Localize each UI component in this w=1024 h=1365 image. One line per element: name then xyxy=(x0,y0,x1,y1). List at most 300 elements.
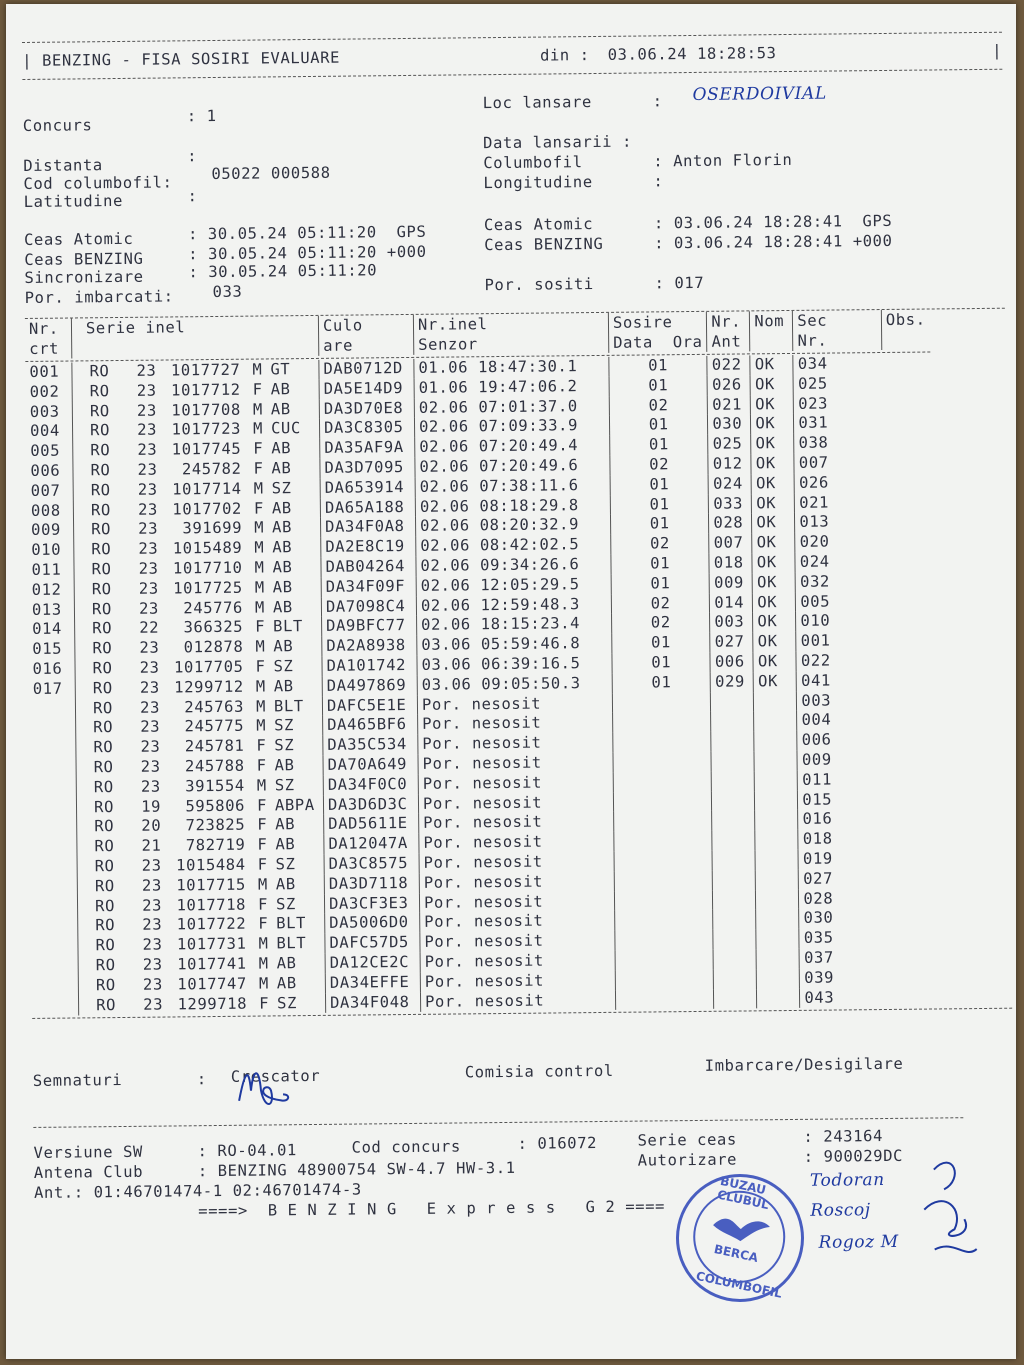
cell-nr-crt xyxy=(32,996,79,1016)
cell-country: RO xyxy=(95,955,116,975)
cell-nom: 024 xyxy=(708,474,751,494)
cell-culoare: SZ xyxy=(273,993,326,1013)
crescator-label: Crescator xyxy=(230,1067,321,1087)
cell-culoare: BLT xyxy=(272,934,325,954)
cell-culoare: GT xyxy=(266,360,319,380)
cell-nr-crt xyxy=(30,798,77,818)
cell-sosire: Por. nesosit xyxy=(418,773,613,795)
cell-ring-number: 245776 xyxy=(183,598,244,617)
ceas-benzing-end-label: Ceas BENZING xyxy=(484,234,604,255)
cell-sosire: 02.06 07:09:33.9 xyxy=(414,416,609,438)
cell-ring-number: 1017712 xyxy=(171,380,241,400)
cell-nr-crt xyxy=(31,877,78,897)
cell-sosire: Por. nesosit xyxy=(419,872,614,894)
cell-year: 23 xyxy=(140,698,161,717)
cell-country: RO xyxy=(91,579,112,599)
cell-nom xyxy=(712,771,755,791)
cell-nr-crt xyxy=(31,937,78,957)
ceas-atomic-start-value: : 30.05.24 05:11:20 GPS xyxy=(187,222,427,244)
cell-antena: 01 xyxy=(610,475,709,496)
cell-nom: 029 xyxy=(711,672,754,692)
ceas-atomic-end-value: : 03.06.24 18:28:41 GPS xyxy=(653,211,893,233)
cell-antena: 01 xyxy=(612,673,711,694)
cell-ring-number: 1017710 xyxy=(172,558,243,578)
cell-senzor: DA9BFC77 xyxy=(322,616,417,637)
cell-ring-number: 1015489 xyxy=(172,538,243,558)
cell-country: RO xyxy=(92,698,114,717)
cell-year: 23 xyxy=(142,955,163,974)
cell-antena: 02 xyxy=(612,613,711,634)
cell-country: RO xyxy=(94,856,115,876)
cell-antena: 01 xyxy=(610,435,709,456)
cell-nr-crt: 008 xyxy=(27,501,74,521)
cell-obs: 019 xyxy=(802,849,833,868)
cell-country: RO xyxy=(90,500,111,519)
cell-ring-number: 1017705 xyxy=(173,657,244,677)
cell-year: 23 xyxy=(140,777,161,796)
handwritten-name-1: Todoran xyxy=(809,1170,885,1192)
header-serie-inel: Serie inel xyxy=(71,316,318,359)
cell-culoare: BLT xyxy=(272,914,325,934)
cell-antena xyxy=(613,772,712,793)
cell-culoare: SZ xyxy=(272,894,325,914)
cell-year: 23 xyxy=(137,500,158,519)
cell-antena xyxy=(614,851,713,872)
cell-nom: 006 xyxy=(710,652,753,672)
cell-sex: M xyxy=(255,697,267,716)
cell-sex: M xyxy=(254,518,265,537)
cell-sec-nr xyxy=(754,731,797,751)
cell-antena xyxy=(612,692,711,713)
cell-country: RO xyxy=(93,777,114,797)
cell-year: 23 xyxy=(140,737,161,756)
printout-sheet xyxy=(6,4,1016,1359)
cell-sex: F xyxy=(255,657,266,676)
cell-ring-number: 1017723 xyxy=(171,420,242,439)
cell-senzor: DA2E8C19 xyxy=(321,537,416,558)
loc-handwritten: OSERDOIVIAL xyxy=(692,83,827,105)
cell-year: 19 xyxy=(141,797,162,816)
cell-senzor: DAD5611E xyxy=(324,814,419,835)
cell-sosire: 02.06 08:18:29.8 xyxy=(415,495,610,517)
cell-year: 23 xyxy=(136,381,157,400)
cell-senzor: DA34F0A8 xyxy=(321,517,416,538)
crescator-signature xyxy=(231,1060,302,1117)
cell-obs: 001 xyxy=(800,631,831,651)
cell-obs: 018 xyxy=(802,829,833,848)
cell-sosire: Por. nesosit xyxy=(420,931,615,953)
cell-ring-number: 1017722 xyxy=(176,915,247,934)
cell-sex: M xyxy=(253,479,264,498)
cell-obs: 028 xyxy=(803,889,834,908)
cell-antena: 01 xyxy=(609,356,708,377)
cell-sec-nr: OK xyxy=(753,612,796,632)
cell-senzor: DA12CE2C xyxy=(325,953,420,974)
cell-sex: M xyxy=(258,934,269,953)
autorizare-label: Autorizare xyxy=(637,1150,738,1170)
cell-year: 23 xyxy=(139,658,160,677)
cell-sosire: Por. nesosit xyxy=(420,951,615,973)
cell-ring-number: 1017731 xyxy=(176,934,247,954)
cell-nr-crt: 016 xyxy=(28,659,75,679)
cell-antena xyxy=(613,791,712,812)
cell-nr-crt xyxy=(31,857,78,877)
cell-sosire: 02.06 18:15:23.4 xyxy=(417,614,612,636)
imbarcare-label: Imbarcare/Desigilare xyxy=(704,1055,904,1076)
cell-country: RO xyxy=(91,540,112,559)
cell-sex: M xyxy=(252,360,263,379)
cell-senzor: DA35AF9A xyxy=(320,438,415,459)
cell-antena: 01 xyxy=(612,633,711,654)
cell-country: RO xyxy=(94,837,115,856)
cell-sec-nr xyxy=(757,969,800,989)
cell-sec-nr: OK xyxy=(751,395,794,415)
cell-nr-crt: 013 xyxy=(28,600,75,620)
cell-obs: 011 xyxy=(802,770,833,789)
cell-senzor: DA3D7095 xyxy=(320,458,415,479)
cell-culoare: SZ xyxy=(270,736,323,756)
cell-culoare: ABPA xyxy=(271,795,324,815)
cell-culoare: AB xyxy=(271,835,324,855)
cell-sosire: Por. nesosit xyxy=(420,971,615,993)
cell-ring-number: 245782 xyxy=(181,459,242,479)
cell-sex: F xyxy=(252,380,263,399)
cell-ring-number: 245788 xyxy=(184,756,245,776)
cell-senzor: DA7098C4 xyxy=(321,596,416,617)
ceas-benzing-end-value: : 03.06.24 18:28:41 +000 xyxy=(654,231,893,253)
cell-year: 20 xyxy=(141,816,162,836)
cell-nr-crt xyxy=(30,758,77,778)
cell-ring-number: 1017725 xyxy=(173,578,243,598)
cell-country: RO xyxy=(91,560,112,579)
cell-country: RO xyxy=(90,480,111,500)
cell-year: 23 xyxy=(141,856,162,875)
cell-sec-nr xyxy=(754,711,797,731)
cell-obs: 032 xyxy=(799,572,830,591)
cell-senzor: DA34F0C0 xyxy=(323,775,418,796)
cell-ring-number: 391699 xyxy=(182,519,243,538)
cell-sosire: 03.06 05:59:46.8 xyxy=(417,634,612,656)
cell-obs: 013 xyxy=(799,512,830,532)
header-nom: Nom xyxy=(750,311,793,351)
title-row: | BENZING - FISA SOSIRI EVALUARE din : 03.06.24 18:28:53 | xyxy=(22,41,1003,70)
cell-sex: F xyxy=(256,736,267,755)
cell-year: 23 xyxy=(142,975,163,994)
cell-antena xyxy=(613,712,712,733)
ceas-benzing-start-value: : 30.05.24 05:11:20 +000 xyxy=(188,242,427,264)
header-sec-nr: Sec Nr. xyxy=(793,310,882,351)
columbofil-label: Columbofil xyxy=(483,153,583,173)
cell-senzor: DA35C534 xyxy=(323,735,418,756)
cell-sosire: Por. nesosit xyxy=(419,852,614,874)
cell-nr-crt xyxy=(31,917,78,937)
serie-ceas-label: Serie ceas xyxy=(637,1130,737,1150)
cell-obs: 016 xyxy=(802,809,833,829)
cell-ring-number: 1017718 xyxy=(176,895,247,914)
cell-nom: 014 xyxy=(710,593,753,613)
cell-obs: 003 xyxy=(801,691,832,710)
cell-sec-nr xyxy=(756,870,799,890)
cell-obs: 039 xyxy=(804,968,835,987)
cell-nr-crt: 010 xyxy=(27,541,74,561)
cell-ring-number: 595806 xyxy=(185,796,246,815)
info-block: Concurs : 1 Loc lansare : OSERDOIVIAL Data lansarii : Distanta : Cod columbofil: 05022 000588 Columbofil : Anton Florin Latitudine : Longitudine : Ceas Atomic : 30.05.24 05:11:20 GPS Ceas Atomic : 03.06.24 18:28:41 GPS Ceas BENZING : 30.05.24 05:11:20 +000 Ceas BENZING : 03.06.24 18:28:41 +000 Sincronizare : 30.05.24 05:11:20 Por. imbarcati: 033 Por. sositi : 017 xyxy=(22,83,893,307)
versiune-value: : RO-04.01 xyxy=(197,1141,298,1161)
cell-obs: 006 xyxy=(801,730,832,750)
cell-culoare: AB xyxy=(273,954,326,974)
cell-country: RO xyxy=(93,738,114,757)
cell-senzor: DA101742 xyxy=(322,656,417,677)
cell-sec-nr xyxy=(755,771,798,791)
cell-sex: F xyxy=(256,796,268,815)
sositi-label: Por. sositi xyxy=(484,275,594,295)
cell-nom xyxy=(713,949,756,969)
cell-sosire: 02.06 08:20:32.9 xyxy=(415,515,610,537)
cell-nom xyxy=(712,830,755,850)
cell-sex: M xyxy=(254,538,265,557)
cell-sex: F xyxy=(258,894,269,914)
cell-culoare: BLT xyxy=(270,696,323,716)
cell-antena xyxy=(615,950,714,971)
cell-culoare: AB xyxy=(270,756,323,776)
cell-obs: 020 xyxy=(799,532,830,552)
handwritten-name-2: Roscoj xyxy=(810,1200,871,1222)
cell-country: RO xyxy=(95,916,116,935)
cell-country: RO xyxy=(89,381,110,401)
cell-antena xyxy=(615,910,714,931)
cell-year: 23 xyxy=(138,599,160,618)
cell-country: RO xyxy=(92,619,113,638)
cell-culoare: AB xyxy=(267,380,320,400)
cell-culoare: AB xyxy=(269,637,322,657)
printout-content xyxy=(22,32,1015,1279)
benzing-express-line: ====> B E N Z I N G E x p r e s s G 2 ==== xyxy=(198,1197,666,1221)
cell-ring-number: 245781 xyxy=(184,736,245,756)
cell-year: 23 xyxy=(136,361,157,380)
cell-nr-crt: 004 xyxy=(26,422,73,442)
cell-year: 23 xyxy=(142,896,163,915)
cell-nom xyxy=(714,989,757,1009)
cell-ring-number: 391554 xyxy=(185,776,245,796)
cell-year: 23 xyxy=(140,717,161,737)
longitudine-value: : xyxy=(653,172,664,191)
cell-year: 23 xyxy=(136,401,157,420)
cell-ring-number: 782719 xyxy=(185,835,246,855)
commission-signatures xyxy=(914,1149,985,1270)
sincronizare-value: : 30.05.24 05:11:20 xyxy=(188,261,378,282)
cell-country: RO xyxy=(93,758,114,777)
cell-nr-crt: 017 xyxy=(29,679,76,699)
cell-nr-crt: 001 xyxy=(25,362,72,382)
cell-country: RO xyxy=(90,441,111,460)
cell-nr-crt: 003 xyxy=(26,402,73,422)
cell-culoare: AB xyxy=(268,558,321,578)
cell-sec-nr: OK xyxy=(753,652,796,672)
cell-sex: M xyxy=(254,598,266,617)
distanta-value: : xyxy=(187,147,198,166)
autorizare-value: : 900029DC xyxy=(803,1147,904,1167)
cell-obs: 024 xyxy=(799,552,830,571)
cell-country: RO xyxy=(90,461,111,480)
cell-nr-crt: 002 xyxy=(26,382,73,402)
cell-senzor: DA34F09F xyxy=(321,577,416,598)
cell-sec-nr xyxy=(755,850,798,870)
cell-sex: F xyxy=(257,855,268,874)
cell-obs: 043 xyxy=(804,988,835,1007)
cell-sec-nr xyxy=(754,691,797,711)
stamp-bottom-text: COLUMBOFIL xyxy=(694,1268,784,1301)
cell-culoare: SZ xyxy=(270,716,323,736)
cell-ring-number: 245775 xyxy=(184,717,245,736)
columbofil-value: : Anton Florin xyxy=(653,150,793,171)
cell-nom: 027 xyxy=(710,633,753,653)
cell-obs: 030 xyxy=(803,908,834,928)
cell-nr-crt xyxy=(29,739,76,759)
cell-culoare: AB xyxy=(269,597,322,617)
cell-ring-number: 1015484 xyxy=(176,855,246,875)
cell-nom xyxy=(712,811,755,831)
cell-obs: 004 xyxy=(801,710,832,730)
cell-year: 23 xyxy=(143,995,164,1014)
cell-sex: M xyxy=(256,716,267,735)
cell-country: RO xyxy=(94,817,115,836)
cell-antena: 01 xyxy=(610,494,709,515)
cell-nr-crt xyxy=(32,976,79,996)
cell-sec-nr: OK xyxy=(751,434,794,454)
cell-sosire: 02.06 08:42:02.5 xyxy=(416,535,611,557)
cell-sex: F xyxy=(253,439,264,458)
cell-nr-crt xyxy=(31,897,78,917)
cell-country: RO xyxy=(96,995,117,1014)
cell-sex: M xyxy=(258,974,269,993)
cell-sosire: 02.06 07:38:11.6 xyxy=(415,476,610,498)
cell-antena xyxy=(615,930,714,951)
cell-year: 23 xyxy=(137,460,158,479)
cell-ring-number: 366325 xyxy=(183,618,244,637)
cell-year: 23 xyxy=(139,638,160,657)
cell-nr-crt xyxy=(29,719,76,739)
cell-nr-crt xyxy=(30,838,77,858)
cell-obs: 041 xyxy=(801,671,832,690)
cell-sosire: 03.06 09:05:50.3 xyxy=(417,674,612,696)
cell-sec-nr: OK xyxy=(753,592,796,612)
cell-ring-number: 1017741 xyxy=(177,954,247,974)
cell-nom: 026 xyxy=(707,375,750,395)
cell-year: 23 xyxy=(137,420,158,440)
cell-ring-number: 245763 xyxy=(184,697,245,716)
cell-year: 21 xyxy=(141,836,162,855)
cell-sosire: 02.06 09:34:26.6 xyxy=(416,555,611,577)
semnaturi-label: Semnaturi xyxy=(32,1071,123,1091)
cell-country: RO xyxy=(92,639,113,658)
cell-culoare: SZ xyxy=(269,657,322,677)
cell-sec-nr xyxy=(756,949,799,969)
cell-senzor: DA12047A xyxy=(324,834,419,855)
cell-antena: 01 xyxy=(610,514,709,535)
cell-sosire: Por. nesosit xyxy=(419,891,614,913)
cell-sex: F xyxy=(253,499,264,518)
cell-sec-nr: OK xyxy=(752,533,795,553)
ceas-atomic-start-label: Ceas Atomic xyxy=(23,229,134,249)
cod-concurs-label: Cod concurs xyxy=(351,1137,461,1157)
latitudine-value: : xyxy=(187,187,198,206)
cell-antena: 01 xyxy=(611,574,710,595)
cell-country: RO xyxy=(89,401,110,420)
cell-year: 23 xyxy=(138,559,159,578)
cell-sec-nr: OK xyxy=(751,454,794,474)
cell-sex: F xyxy=(256,756,267,775)
cell-sec-nr xyxy=(757,988,800,1008)
cell-culoare: CUC xyxy=(267,419,320,439)
cell-obs: 037 xyxy=(803,948,834,967)
cell-nom xyxy=(713,910,756,930)
cell-sosire: Por. nesosit xyxy=(418,733,613,755)
cell-nom: 018 xyxy=(709,553,752,573)
cell-senzor: DA3D6D3C xyxy=(323,794,418,815)
cell-sosire: Por. nesosit xyxy=(419,812,614,834)
cell-obs: 027 xyxy=(803,869,834,888)
cod-concurs-value: : 016072 xyxy=(517,1134,598,1154)
sositi-value: : 017 xyxy=(654,273,705,293)
cell-country: RO xyxy=(94,876,115,896)
cell-nom xyxy=(714,969,757,989)
cell-sex: F xyxy=(259,993,270,1013)
cell-nr-crt xyxy=(29,699,76,719)
cell-country: RO xyxy=(95,936,116,955)
cell-culoare: AB xyxy=(268,538,321,558)
cell-sex: F xyxy=(255,617,266,636)
cell-culoare: AB xyxy=(268,518,321,538)
data-lansarii-label: Data lansarii : xyxy=(482,132,633,153)
cell-culoare: AB xyxy=(267,439,320,459)
cell-nom xyxy=(711,751,754,771)
cell-culoare: AB xyxy=(268,498,321,518)
imbarcati-label: Por. imbarcati: xyxy=(24,287,174,307)
cell-obs: 010 xyxy=(800,611,831,631)
cell-obs: 025 xyxy=(797,374,828,393)
cell-obs: 035 xyxy=(803,928,834,947)
cell-obs: 026 xyxy=(798,473,829,492)
versiune-label: Versiune SW xyxy=(33,1143,143,1163)
cell-ring-number: 1017708 xyxy=(171,400,241,420)
cell-ring-number: 1017714 xyxy=(172,479,242,499)
latitudine-label: Latitudine xyxy=(23,191,124,211)
cell-senzor: DA65A188 xyxy=(320,497,415,518)
cell-nom: 003 xyxy=(710,613,753,633)
handwritten-name-3: Rogoz M xyxy=(818,1232,899,1254)
cell-sosire: Por. nesosit xyxy=(417,693,612,715)
cell-culoare: AB xyxy=(269,578,322,598)
cell-nom: 007 xyxy=(709,534,752,554)
cell-culoare: SZ xyxy=(271,776,324,796)
cell-nr-crt xyxy=(30,778,77,798)
cell-senzor: DA34F048 xyxy=(325,992,420,1013)
cell-nom: 025 xyxy=(708,435,751,455)
cell-senzor: DA3C8575 xyxy=(324,854,419,875)
cell-sex: F xyxy=(257,835,268,854)
cell-country: RO xyxy=(92,678,113,698)
cell-ring-number: 1017702 xyxy=(172,499,242,519)
cell-sex: M xyxy=(254,578,265,597)
cell-country: RO xyxy=(89,362,110,381)
cell-sex: M xyxy=(257,875,268,894)
comisia-label: Comisia control xyxy=(464,1062,614,1082)
cell-senzor: DA653914 xyxy=(320,478,415,499)
cell-antena: 01 xyxy=(611,554,710,575)
cell-year: 23 xyxy=(142,915,163,935)
cell-antena xyxy=(615,970,714,991)
cell-senzor: DA3D70E8 xyxy=(319,399,414,420)
